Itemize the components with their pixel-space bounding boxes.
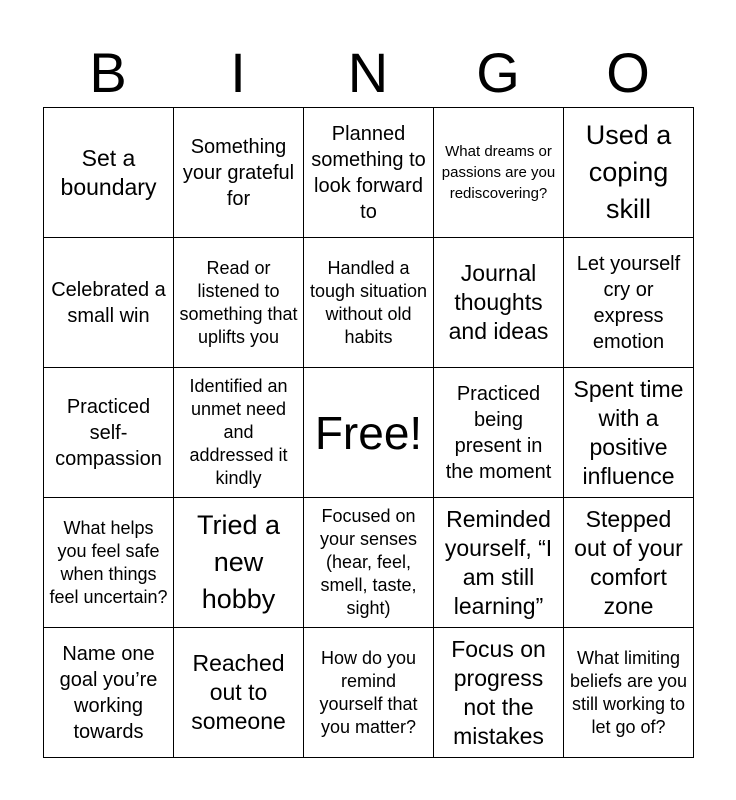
bingo-cell-free[interactable] — [304, 368, 434, 498]
cell-text: Reached out to someone — [191, 650, 286, 734]
header-letter-g: G — [476, 41, 520, 104]
cell-text: Handled a tough situation without old habits — [309, 257, 428, 347]
bingo-cell[interactable] — [44, 108, 174, 238]
cell-text: Focused on your senses (hear, feel, smell, taste, sight) — [319, 506, 418, 618]
bingo-cell[interactable] — [44, 238, 174, 368]
bingo-cell[interactable] — [304, 238, 434, 368]
bingo-cell[interactable] — [44, 368, 174, 498]
header-letter-o: O — [606, 41, 650, 104]
bingo-cell[interactable] — [304, 628, 434, 758]
header-letter-n: N — [347, 41, 389, 104]
bingo-cell[interactable] — [174, 108, 304, 238]
cell-text: Identified an unmet need and addressed it kindly — [189, 376, 288, 488]
bingo-cell[interactable] — [434, 498, 564, 628]
cell-text: What helps you feel safe when things feel uncertain? — [49, 517, 168, 607]
bingo-header — [43, 40, 693, 106]
cell-text: Tried a new hobby — [196, 510, 281, 614]
cell-text: What dreams or passions are you rediscovering? — [441, 143, 556, 202]
cell-text: Used a coping skill — [585, 120, 672, 224]
bingo-cell[interactable] — [564, 368, 694, 498]
cell-text: Read or listened to something that uplifts you — [179, 257, 298, 347]
bingo-cell[interactable] — [434, 368, 564, 498]
bingo-cell[interactable] — [44, 498, 174, 628]
bingo-cell[interactable] — [174, 498, 304, 628]
header-letter-b: B — [89, 41, 127, 104]
bingo-cell[interactable] — [434, 628, 564, 758]
bingo-card-grid — [43, 107, 694, 758]
bingo-cell[interactable] — [564, 628, 694, 758]
cell-text: How do you remind yourself that you matter? — [319, 647, 418, 737]
cell-text: Practiced self-compassion — [55, 395, 162, 470]
bingo-cell[interactable] — [304, 108, 434, 238]
cell-text: Focus on progress not the mistakes — [451, 635, 546, 749]
cell-text: Celebrated a small win — [51, 278, 166, 327]
cell-text: Set a boundary — [60, 144, 157, 200]
cell-text: Something your grateful for — [182, 135, 295, 210]
bingo-cell[interactable] — [44, 628, 174, 758]
bingo-cell[interactable] — [174, 238, 304, 368]
bingo-cell[interactable] — [174, 368, 304, 498]
bingo-cell[interactable] — [564, 498, 694, 628]
header-letter-i: I — [230, 41, 246, 104]
free-space-text: Free! — [314, 406, 423, 459]
cell-text: Reminded yourself, “I am still learning” — [444, 505, 553, 619]
cell-text: Practiced being present in the moment — [445, 382, 552, 483]
bingo-cell[interactable] — [434, 238, 564, 368]
cell-text: Planned something to look forward to — [311, 122, 426, 223]
bingo-cell[interactable] — [564, 108, 694, 238]
cell-text: What limiting beliefs are you still working to let go of? — [569, 647, 688, 737]
cell-text: Let yourself cry or express emotion — [576, 252, 681, 353]
cell-text: Journal thoughts and ideas — [448, 260, 549, 344]
bingo-cell[interactable] — [564, 238, 694, 368]
bingo-cell[interactable] — [174, 628, 304, 758]
cell-text: Spent time with a positive influence — [573, 375, 684, 489]
cell-text: Stepped out of your comfort zone — [574, 505, 683, 619]
bingo-cell[interactable] — [434, 108, 564, 238]
bingo-cell[interactable] — [304, 498, 434, 628]
cell-text: Name one goal you’re working towards — [59, 642, 158, 743]
